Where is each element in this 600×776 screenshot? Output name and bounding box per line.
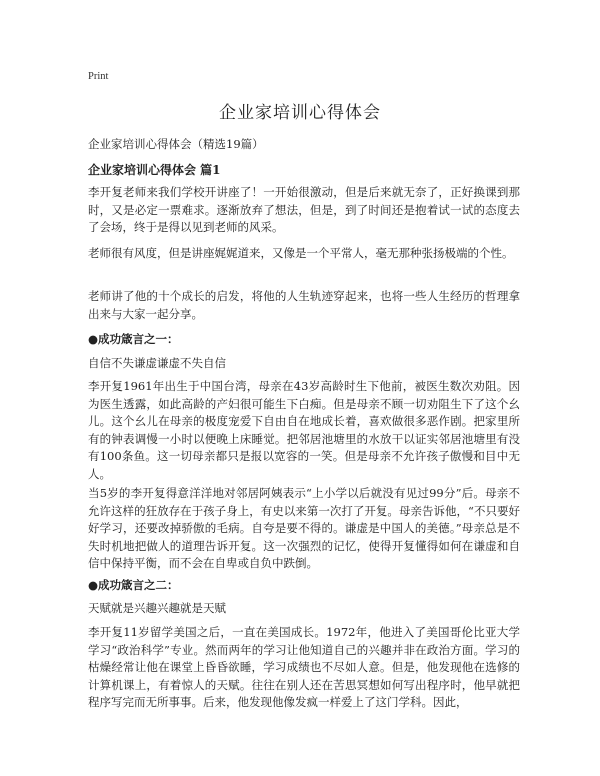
paragraph: 老师很有风度，但是讲座娓娓道来，又像是一个平常人，毫无那种张扬极端的个性。	[88, 246, 514, 260]
paragraph: 当5岁的李开复得意洋洋地对邻居阿姨表示“上小学以后就没有见过99分”后。母亲不允许这样的狂放存在于孩子身上，有史以来第一次打了开复。母亲告诉他，“不只要好好学习，还要改掉骄傲的毛病。自夸是要不得的。谦虚是中国人的美德。”母亲总是不失时机地把做人的道理告诉开复。这一次强烈的记忆，使得开复懂得如何在谦虚和自信中保持平衡，而不会在自卑或自负中跌倒。	[88, 486, 520, 571]
paragraph: 李开复老师来我们学校开讲座了！一开始很激动，但是后来就无奈了，正好换课到那时，又是必定一票难求。逐渐放弃了想法，但是，到了时间还是抱着试一试的态度去了会场，终于是得以见到老师的风采。	[88, 185, 520, 235]
maxim-text: 自信不失谦虚谦虚不失自信	[88, 356, 226, 370]
maxim-text: 天赋就是兴趣兴趣就是天赋	[88, 601, 226, 615]
document-subtitle: 企业家培训心得体会（精选19篇）	[88, 137, 264, 151]
print-link[interactable]: Print	[88, 71, 109, 82]
document-title: 企业家培训心得体会	[219, 103, 381, 123]
section-heading: 企业家培训心得体会 篇1	[88, 163, 221, 177]
paragraph: 李开复11岁留学美国之后，一直在美国成长。1972年，他进入了美国哥伦比亚大学学习“政治科学”专业。然而两年的学习让他知道自己的兴趣并非在政治方面。学习的枯燥经常让他在课堂上昏昏欲睡，学习成绩也不尽如人意。但是，他发现他在选修的计算机课上，有着惊人的天赋。往往在别人还在苦思冥想如何写出程序时，他早就把程序写完而无所事事。后来，他发现他像发疯一样爱上了这门学科。因此，	[88, 625, 520, 710]
maxim-heading: ●成功箴言之二：	[88, 578, 179, 592]
paragraph: 李开复1961年出生于中国台湾，母亲在43岁高龄时生下他前，被医生数次劝阻。因为医生透露，如此高龄的产妇很可能生下白痴。但是母亲不顾一切劝阻生下了这个幺儿。这个幺儿在母亲的极度宠爱下自由自在地成长着，喜欢做很多恶作剧。把家里所有的钟表调慢一小时以便晚上床睡觉。把邻居池塘里的水放干以证实邻居池塘里有没有100条鱼。这一切母亲都只是报以宽容的一笑。但是母亲不允许孩子傲慢和目中无人。	[88, 379, 520, 481]
maxim-heading: ●成功箴言之一：	[88, 332, 179, 346]
paragraph: 老师讲了他的十个成长的启发，将他的人生轨迹穿起来，也将一些人生经历的哲理拿出来与大家一起分享。	[88, 289, 520, 321]
